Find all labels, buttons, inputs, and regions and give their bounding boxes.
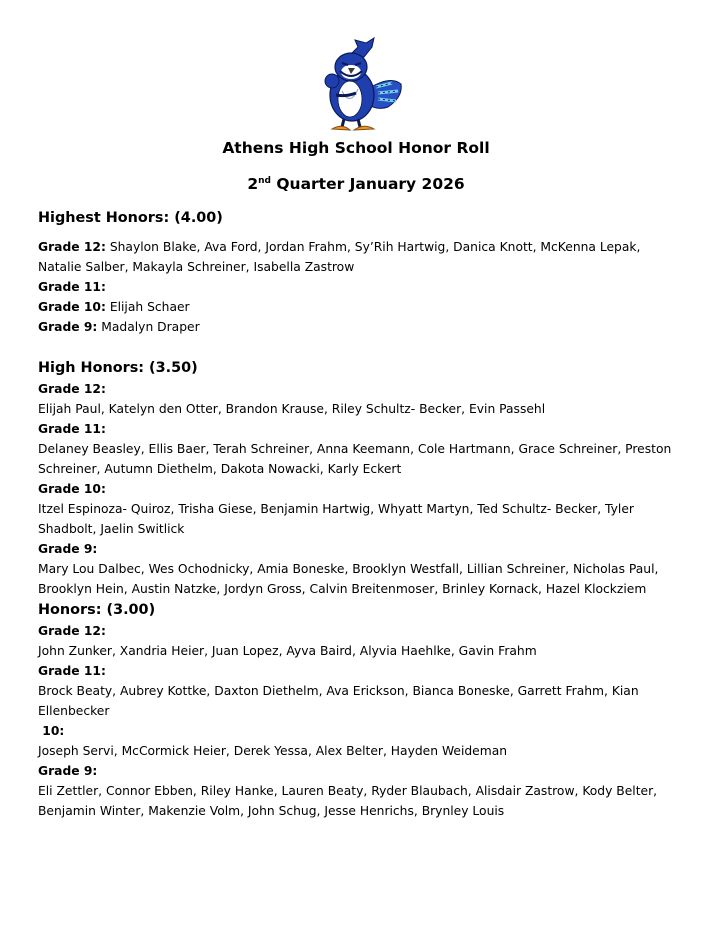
highest-grade-10-entry: [38, 297, 680, 317]
high-grade-9-label: Grade 9:: [38, 542, 98, 556]
grade-label: Grade 11:: [38, 280, 106, 294]
highest-grade-11-entry: [38, 277, 680, 297]
highest-grade-9-entry: [38, 317, 680, 337]
high-grade-12-label: Grade 12:: [38, 382, 106, 396]
grade-label: Grade 10:: [38, 300, 106, 314]
honors-grade-11-label: Grade 11:: [38, 664, 106, 678]
high-grade-11-names: Delaney Beasley, Ellis Baer, Terah Schreiner, Anna Keemann, Cole Hartmann, Grace Schreiner, Preston Schreiner, Autumn Diethelm, Dakota Nowacki, Karly Eckert: [38, 442, 672, 476]
page-title: Athens High School Honor Roll: [222, 139, 490, 157]
honors-grade-11-names: Brock Beaty, Aubrey Kottke, Daxton Diethelm, Ava Erickson, Bianca Boneske, Garrett Frahm, Kian Ellenbecker: [38, 684, 639, 718]
honors-grade-9-label: Grade 9:: [38, 764, 98, 778]
subtitle-ordinal-suffix: nd: [258, 176, 271, 186]
honor-roll-content: [38, 207, 680, 821]
honors-grade-12-names: John Zunker, Xandria Heier, Juan Lopez, Ayva Baird, Alyvia Haehlke, Gavin Frahm: [38, 644, 537, 658]
subtitle-number: 2: [247, 175, 259, 193]
high-grade-11-label: Grade 11:: [38, 422, 106, 436]
student-names: Madalyn Draper: [97, 320, 200, 334]
honors-grade-12-label: Grade 12:: [38, 624, 106, 638]
high-grade-10-names: Itzel Espinoza- Quiroz, Trisha Giese, Benjamin Hartwig, Whyatt Martyn, Ted Schultz- Becker, Tyler Shadbolt, Jaelin Switlick: [38, 502, 634, 536]
honors-grade-9-names: Eli Zettler, Connor Ebben, Riley Hanke, Lauren Beaty, Ryder Blaubach, Alisdair Zastrow, Kody Belter, Benjamin Winter, Makenzie Volm, John Schug, Jesse Henrichs, Brynley Louis: [38, 784, 658, 818]
highest-honors-heading: Highest Honors: (4.00): [38, 210, 223, 226]
student-names: Shaylon Blake, Ava Ford, Jordan Frahm, Sy’Rih Hartwig, Danica Knott, McKenna Lepak, Natalie Salber, Makayla Schreiner, Isabella Zastrow: [38, 240, 641, 274]
subtitle-text: Quarter January 2026: [270, 175, 465, 193]
high-grade-9-names: Mary Lou Dalbec, Wes Ochodnicky, Amia Boneske, Brooklyn Westfall, Lillian Schreiner, Nicholas Paul, Brooklyn Hein, Austin Natzke, Jordyn Gross, Calvin Breitenmoser, Brinley Kornack, Hazel Klockziem: [38, 562, 659, 596]
honors-grade-10-label: 10:: [38, 724, 65, 738]
high-grade-12-names: Elijah Paul, Katelyn den Otter, Brandon Krause, Riley Schultz- Becker, Evin Passehl: [38, 402, 546, 416]
page-subtitle: [0, 174, 712, 194]
high-grade-10-label: Grade 10:: [38, 482, 106, 496]
blue-jay-mascot-logo: [306, 37, 406, 134]
grade-label: Grade 9:: [38, 320, 98, 334]
student-names: Elijah Schaer: [105, 300, 190, 314]
grade-label: Grade 12:: [38, 240, 106, 254]
honors-grade-10-names: Joseph Servi, McCormick Heier, Derek Yessa, Alex Belter, Hayden Weideman: [38, 744, 508, 758]
honors-heading: Honors: (3.00): [38, 602, 156, 618]
high-honors-heading: High Honors: (3.50): [38, 360, 198, 376]
section-spacer: [38, 337, 680, 357]
highest-grade-12-entry: [38, 237, 680, 277]
